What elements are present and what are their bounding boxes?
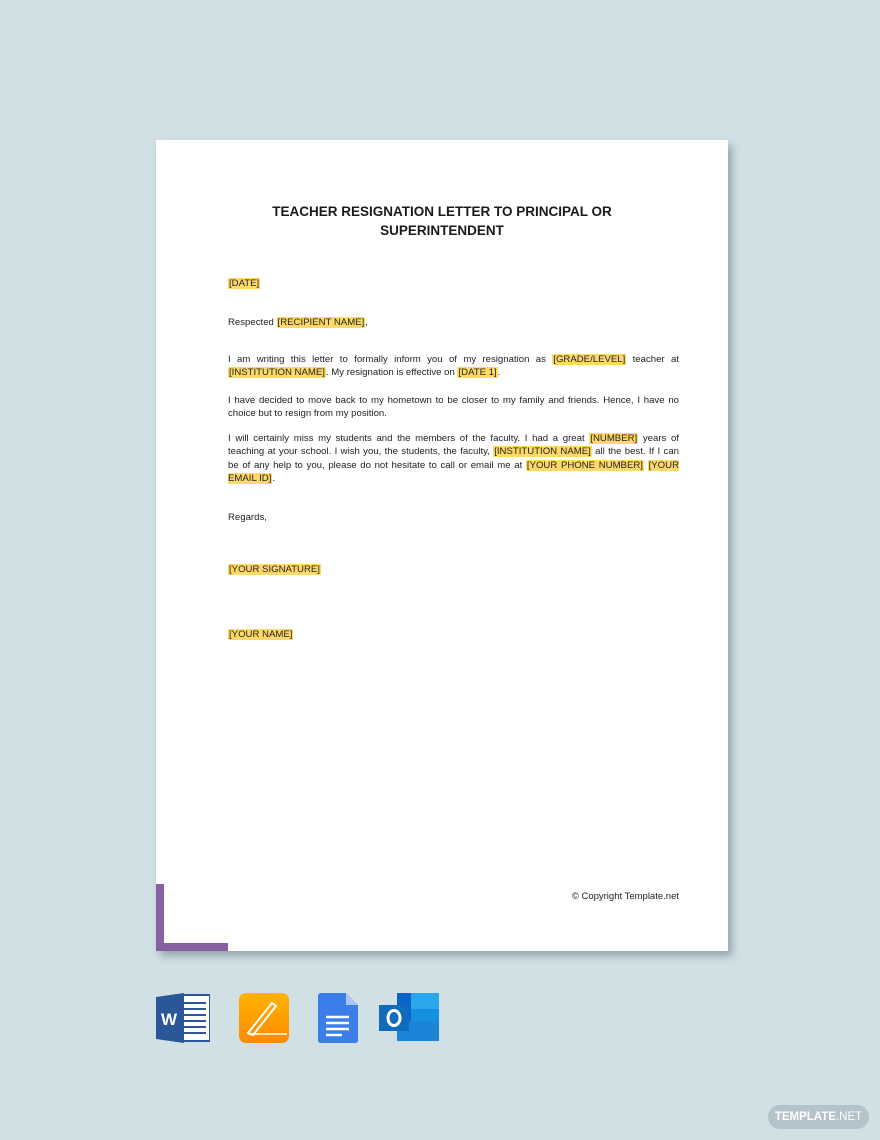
svg-text:W: W xyxy=(161,1010,178,1029)
paragraph-text: teacher at xyxy=(626,354,679,365)
word-icon[interactable] xyxy=(156,993,210,1043)
placeholder-field: [YOUR SIGNATURE] xyxy=(229,564,320,575)
salutation xyxy=(228,316,679,329)
corner-accent-vertical xyxy=(156,884,164,951)
paragraph-resignation xyxy=(228,353,679,380)
name-field xyxy=(228,628,679,641)
placeholder-field: [GRADE/LEVEL] xyxy=(553,354,626,365)
paragraph-text: all the best. If I can be of any help to you, please do not hesitate to call or email me at xyxy=(228,446,679,471)
paragraph-text: . xyxy=(272,472,276,484)
closing xyxy=(228,511,679,524)
placeholder-field: [DATE 1] xyxy=(458,367,497,379)
date-field xyxy=(228,277,679,290)
paragraph-text: I am writing this letter to formally inform you of my resignation as xyxy=(228,354,553,365)
placeholder-field: [NUMBER] xyxy=(590,433,638,444)
placeholder-field: [YOUR NAME] xyxy=(229,629,293,640)
paragraph-text: Regards, xyxy=(228,512,267,523)
copyright-text: © Copyright Template.net xyxy=(571,891,679,902)
paragraph-text: I will certainly miss my students and the members of the faculty. I had a great xyxy=(228,433,590,444)
pages-icon[interactable] xyxy=(239,993,289,1043)
google-docs-icon[interactable] xyxy=(318,993,358,1043)
letter-page xyxy=(156,140,728,951)
corner-accent-horizontal xyxy=(156,943,228,951)
paragraph-reason xyxy=(228,394,679,421)
placeholder-field: [DATE] xyxy=(229,278,260,289)
placeholder-field: [YOUR PHONE NUMBER] xyxy=(526,459,643,471)
paragraph-text: Respected xyxy=(228,317,277,328)
paragraph-text: I have decided to move back to my hometown to be closer to my family and friends. Hence, I have no choice but to resign from my position. xyxy=(228,395,679,420)
placeholder-field: [RECIPIENT NAME] xyxy=(277,317,365,328)
paragraph-text: . xyxy=(497,367,501,379)
paragraph-text: , xyxy=(365,317,368,328)
template-net-badge[interactable]: TEMPLATE.NET xyxy=(768,1105,869,1129)
outlook-icon[interactable] xyxy=(379,993,439,1043)
paragraph-text: . My resignation is effective on xyxy=(325,367,458,379)
placeholder-field: [INSTITUTION NAME] xyxy=(229,367,325,379)
signature-field xyxy=(228,563,679,576)
placeholder-field: [YOUR EMAIL ID] xyxy=(228,459,679,484)
placeholder-field: [INSTITUTION NAME] xyxy=(494,446,591,458)
paragraph-gratitude xyxy=(228,432,679,485)
document-title: TEACHER RESIGNATION LETTER TO PRINCIPAL OR SUPERINTENDENT xyxy=(272,204,612,238)
paragraph-text: years of teaching at your school. I wish you, the students, the faculty, xyxy=(228,433,679,458)
